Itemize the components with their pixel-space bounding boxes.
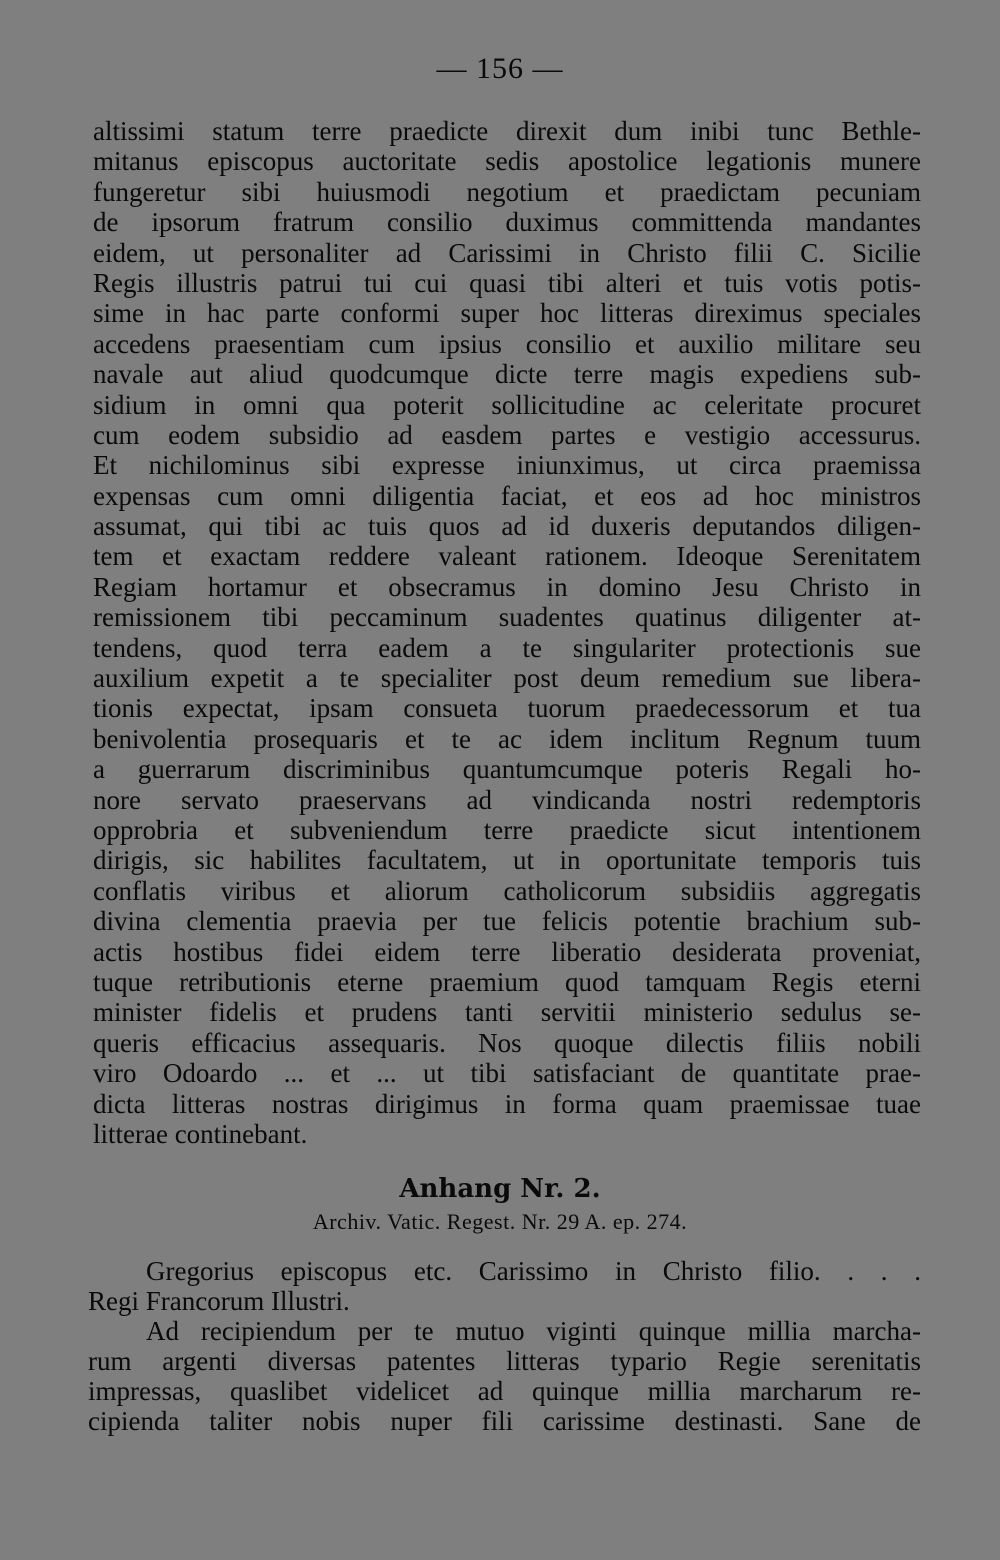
text-line: accedens praesentiam cum ipsius consilio et auxilio militare seu — [93, 328, 921, 359]
text-line: minister fidelis et prudens tanti servitii ministerio sedulus se- — [93, 997, 921, 1028]
text-line: impressas, quaslibet videlicet ad quinque millia marcharum re- — [88, 1376, 921, 1406]
text-line: assumat, qui tibi ac tuis quos ad id duxeris deputandos diligen- — [93, 511, 921, 542]
text-line: litterae continebant. — [93, 1118, 308, 1149]
text-line: dirigis, sic habilites facultatem, ut in oportunitate temporis tuis — [93, 845, 921, 876]
text-line: sime in hac parte conformi super hoc litteras direximus speciales — [93, 298, 921, 329]
text-line: tuque retributionis eterne praemium quod tamquam Regis eterni — [93, 966, 921, 997]
text-line: sidium in omni qua poterit sollicitudine ac celeritate procuret — [93, 389, 921, 420]
text-line: conflatis viribus et aliorum catholicorum subsidiis aggregatis — [93, 875, 921, 906]
text-line: cum eodem subsidio ad easdem partes e vestigio accessurus. — [93, 419, 921, 450]
text-line: altissimi statum terre praedicte direxit dum inibi tunc Bethle- — [93, 116, 921, 146]
text-line: de ipsorum fratrum consilio duximus committenda mandantes — [93, 207, 921, 238]
text-line: nore servato praeservans ad vindicanda nostri redemptoris — [93, 784, 921, 815]
text-line: eidem, ut personaliter ad Carissimi in Christo filii C. Sicilie — [93, 237, 921, 268]
text-line: Regi Francorum Illustri. — [88, 1286, 350, 1316]
text-line: expensas cum omni diligentia faciat, et eos ad hoc ministros — [93, 480, 921, 511]
text-line: Gregorius episcopus etc. Carissimo in Christo filio. . . . — [146, 1256, 921, 1286]
main-text-block — [93, 116, 921, 1149]
text-line: Regiam hortamur et obsecramus in domino Jesu Christo in — [93, 571, 921, 602]
text-line: fungeretur sibi huiusmodi negotium et praedictam pecuniam — [93, 176, 921, 207]
text-line: remissionem tibi peccaminum suadentes quatinus diligenter at- — [93, 602, 921, 633]
text-line: dicta litteras nostras dirigimus in forma quam praemissae tuae — [93, 1088, 921, 1119]
page-number: — 156 — — [436, 52, 564, 85]
text-line: queris efficacius assequaris. Nos quoque dilectis filiis nobili — [93, 1027, 921, 1058]
text-line: actis hostibus fidei eidem terre liberatio desiderata proveniat, — [93, 936, 921, 967]
text-line: Regis illustris patrui tui cui quasi tibi alteri et tuis votis potis- — [93, 267, 921, 298]
text-line: tionis expectat, ipsam consueta tuorum praedecessorum et tua — [93, 693, 921, 724]
text-line: divina clementia praevia per tue felicis potentie brachium sub- — [93, 906, 921, 937]
text-line: Et nichilominus sibi expresse iniunximus, ut circa praemissa — [93, 450, 921, 481]
text-line: benivolentia prosequaris et te ac idem inclitum Regnum tuum — [93, 723, 921, 754]
text-line: opprobria et subveniendum terre praedicte sicut intentionem — [93, 814, 921, 845]
appendix-text-block — [88, 1256, 921, 1436]
text-line: tendens, quod terra eadem a te singulariter protectionis sue — [93, 632, 921, 663]
text-line: auxilium expetit a te specialiter post deum remedium sue libera- — [93, 663, 921, 694]
appendix-source: Archiv. Vatic. Regest. Nr. 29 A. ep. 274. — [312, 1209, 688, 1234]
text-line: mitanus episcopus auctoritate sedis apostolice legationis munere — [93, 146, 921, 177]
appendix-heading: Anhang Nr. 2. — [399, 1174, 601, 1204]
text-line: navale aut aliud quodcumque dicte terre magis expediens sub- — [93, 359, 921, 390]
text-line: cipienda taliter nobis nuper fili carissime destinasti. Sane de — [88, 1406, 921, 1436]
text-line: a guerrarum discriminibus quantumcumque poteris Regali ho- — [93, 754, 921, 785]
text-line: Ad recipiendum per te mutuo viginti quinque millia marcha- — [146, 1316, 921, 1346]
text-line: rum argenti diversas patentes litteras typario Regie serenitatis — [88, 1346, 921, 1376]
text-line: tem et exactam reddere valeant rationem. Ideoque Serenitatem — [93, 541, 921, 572]
text-line: viro Odoardo ... et ... ut tibi satisfaciant de quantitate prae- — [93, 1058, 921, 1089]
